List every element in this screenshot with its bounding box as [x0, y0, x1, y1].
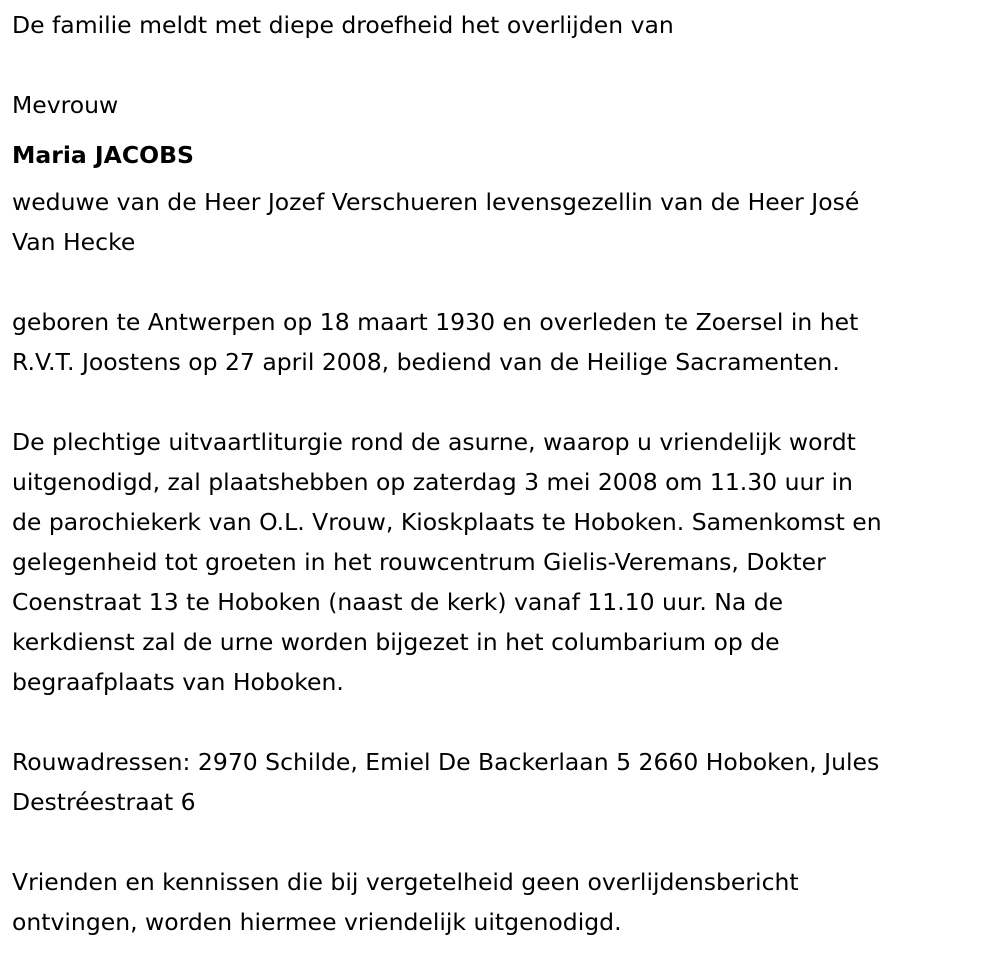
birth-death-paragraph — [12, 302, 1000, 382]
intro-text: De familie meldt met diepe droefheid het overlijden van — [12, 11, 674, 39]
addresses-paragraph — [12, 742, 1000, 822]
text-line: Van Hecke — [12, 228, 136, 256]
text-line: De plechtige uitvaartliturgie rond de asurne, waarop u vriendelijk wordt — [12, 428, 856, 456]
text-line: Rouwadressen: 2970 Schilde, Emiel De Backerlaan 5 2660 Hoboken, Jules — [12, 748, 880, 776]
text-line: kerkdienst zal de urne worden bijgezet in het columbarium op de — [12, 628, 780, 656]
text-line: de parochiekerk van O.L. Vrouw, Kioskplaats te Hoboken. Samenkomst en — [12, 508, 882, 536]
text-line: Vrienden en kennissen die bij vergetelheid geen overlijdensbericht — [12, 868, 799, 896]
text-line: gelegenheid tot groeten in het rouwcentrum Gielis-Veremans, Dokter — [12, 548, 826, 576]
salutation: Mevrouw — [12, 91, 119, 119]
deceased-name: Maria JACOBS — [12, 141, 194, 169]
text-line: weduwe van de Heer Jozef Verschueren levensgezellin van de Heer José — [12, 188, 860, 216]
text-line: uitgenodigd, zal plaatshebben op zaterdag 3 mei 2008 om 11.30 uur in — [12, 468, 853, 496]
ceremony-paragraph — [12, 422, 1000, 702]
text-line: geboren te Antwerpen op 18 maart 1930 en overleden te Zoersel in het — [12, 308, 859, 336]
text-line: ontvingen, worden hiermee vriendelijk uitgenodigd. — [12, 908, 622, 936]
closing-paragraph — [12, 862, 1000, 942]
text-line: R.V.T. Joostens op 27 april 2008, bediend van de Heilige Sacramenten. — [12, 348, 840, 376]
text-line: Destréestraat 6 — [12, 788, 196, 816]
text-line: Coenstraat 13 te Hoboken (naast de kerk) vanaf 11.10 uur. Na de — [12, 588, 784, 616]
text-line: begraafplaats van Hoboken. — [12, 668, 344, 696]
relation-paragraph — [12, 182, 1000, 262]
